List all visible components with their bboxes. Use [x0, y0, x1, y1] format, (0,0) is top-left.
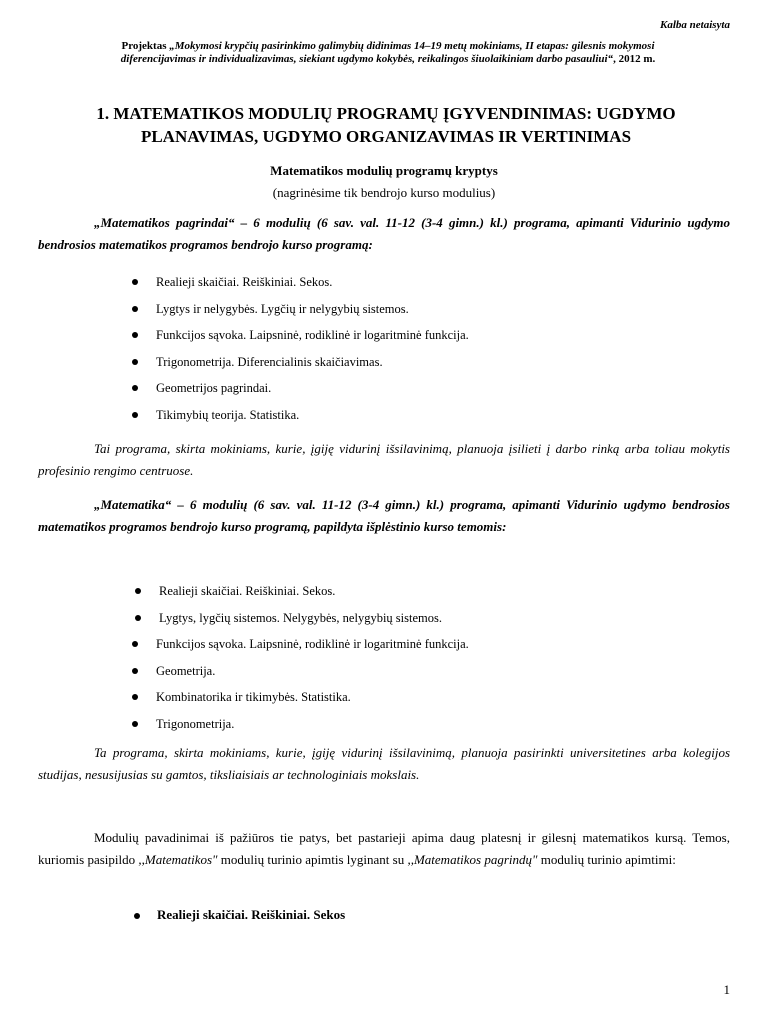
bullet-icon — [132, 694, 138, 700]
bullet-icon — [132, 332, 138, 338]
program1-note: Tai programa, skirta mokiniams, kurie, įgiję vidurinį išsilavinimą, planuoja įsilieti į darbo rinką arba toliau mokytis profesinio rengimo centruose. — [38, 441, 730, 478]
bullet-icon — [132, 306, 138, 312]
list-item: Realieji skaičiai. Reiškiniai. Sekos. — [0, 581, 469, 608]
list-item: Trigonometrija. — [0, 714, 469, 741]
bullet-icon — [132, 668, 138, 674]
bullet-icon — [132, 279, 138, 285]
bullet-icon — [132, 641, 138, 647]
subheading: Matematikos modulių programų kryptys — [270, 163, 498, 178]
project-prefix: Projektas — [121, 40, 170, 52]
list-item: Realieji skaičiai. Reiškiniai. Sekos. — [0, 272, 469, 299]
project-year: , 2012 m. — [613, 53, 656, 65]
list-item: Lygtys, lygčių sistemos. Nelygybės, nelygybių sistemos. — [0, 608, 469, 635]
list-item: Geometrija. — [0, 661, 469, 688]
project-caption — [120, 40, 656, 66]
bullet-icon — [132, 359, 138, 365]
list-item: Funkcijos sąvoka. Laipsninė, rodiklinė ir logaritminė funkcija. — [0, 325, 469, 352]
program1-intro: „Matematikos pagrindai“ – 6 modulių (6 sav. val. 11-12 (3-4 gimn.) kl.) programa, apimanti Vidurinio ugdymo bendrosios matematikos programos bendrojo kurso programą: — [38, 215, 730, 252]
bullet-icon — [135, 588, 141, 594]
page-number: 1 — [723, 982, 730, 997]
reference-matematikos-pagrindai: ,,Matematikos pagrindų" — [407, 852, 538, 867]
program2-note: Ta programa, skirta mokiniams, kurie, įgiję vidurinį išsilavinimą, planuoja pasirinkti universitetines arba kolegijos studijas, nesusijusias su gamtos, tiksliaisiais ar technologiniais mokslais. — [38, 745, 730, 782]
list-item: Kombinatorika ir tikimybės. Statistika. — [0, 687, 469, 714]
comparison-paragraph: Modulių pavadinimai iš pažiūros tie patys, bet pastarieji apima daug platesnį ir gilesnį matematikos kursą. Temos, kuriomis pasipildo ,,Matematikos" modulių turinio apimtis lyginant su ,,Matematikos pagrindų" modulių turinio apimtimi: — [38, 830, 730, 867]
list-item: Geometrijos pagrindai. — [0, 378, 469, 405]
list-item: Lygtys ir nelygybės. Lygčių ir nelygybių sistemos. — [0, 299, 469, 326]
subheading-note: (nagrinėsime tik bendrojo kurso modulius) — [272, 185, 496, 200]
program2-topic-list — [0, 581, 469, 740]
section-title: 1. MATEMATIKOS MODULIŲ PROGRAMŲ ĮGYVENDINIMAS: UGDYMO PLANAVIMAS, UGDYMO ORGANIZAVIMAS IR VERTINIMAS — [96, 104, 676, 146]
program2-intro: „Matematika“ – 6 modulių (6 sav. val. 11-12 (3-4 gimn.) kl.) programa, apimanti Vidurinio ugdymo bendrosios matematikos programos bendrojo kurso programą, papildyta išplėstinio kurso temomis: — [38, 497, 730, 534]
program1-topic-list — [0, 272, 469, 431]
bullet-icon — [135, 615, 141, 621]
list-item: Funkcijos sąvoka. Laipsninė, rodiklinė ir logaritminė funkcija. — [0, 634, 469, 661]
list-item: Trigonometrija. Diferencialinis skaičiavimas. — [0, 352, 469, 379]
document-page: Kalba netaisyta Projektas „Mokymosi krypčių pasirinkimo galimybių didinimas 14–19 metų mokiniams, II etapas: gilesnis mokymosi diferencijavimas ir individualizavimas, siekiant ugdymo kokybės, reikalingos šiuolaikiniam darbo pasauliui“, 2012 m. 1. MATEMATIKOS MODULIŲ PROGRAMŲ ĮGYVENDINIMAS: UGDYMO PLANAVIMAS, UGDYMO ORGANIZAVIMAS IR VERTINIMAS Matematikos modulių programų kryptys (nagrinėsime tik bendrojo kurso modulius) „Matematikos pagrindai“ – 6 modulių (6 sav. val. 11-12 (3-4 gimn.) kl.) programa, apimanti Vidurinio ugdymo bendrosios matematikos programos bendrojo kurso programą: Realieji skaičiai. Reiškiniai. Sekos. Lygtys ir nelygybės. Lygčių ir nelygybių sistemos. Funkcijos sąvoka. Laipsninė, rodiklinė ir logaritminė funkcija. Trigonometrija. Diferencialinis skaičiavimas. Geometrijos pagrindai. Tikimybių teorija. Statistika. Tai programa, skirta mokiniams, kurie, įgiję vidurinį išsilavinimą, planuoja įsilieti į darbo rinką arba toliau mokytis profesinio rengimo centruose. „Matematika“ – 6 modulių (6 sav. val. 11-12 (3-4 gimn.) kl.) programa, apimanti Vidurinio ugdymo bendrosios matematikos programos bendrojo kurso programą, papildyta išplėstinio kurso temomis: Realieji skaičiai. Reiškiniai. Sekos. Lygtys, lygčių sistemos. Nelygybės, nelygybių sistemos. Funkcijos sąvoka. Laipsninė, rodiklinė ir logaritminė funkcija. Geometrija. Kombinatorika ir tikimybės. Statistika. Trigonometrija. Ta programa, skirta mokiniams, kurie, įgiję vidurinį išsilavinimą, planuoja pasirinkti universitetines arba kolegijos studijas, nesusijusias su gamtos, tiksliaisiais ar technologiniais mokslais. Modulių pavadinimai iš pažiūros tie patys, bet pastarieji apima daug platesnį ir gilesnį matematikos kursą. Temos, kuriomis pasipildo ,,Matematikos" modulių turinio apimtis lyginant su ,,Matematikos pagrindų" modulių turinio apimtimi: Realieji skaičiai. Reiškiniai. Sekos 1 — [0, 0, 768, 1024]
list-item: Tikimybių teorija. Statistika. — [0, 405, 469, 432]
header-note: Kalba netaisyta — [660, 19, 730, 31]
project-title: „Mokymosi krypčių pasirinkimo galimybių didinimas 14–19 metų mokiniams, II etapas: gilesnis mokymosi diferencijavimas ir individualizavimas, siekiant ugdymo kokybės, reikalingos šiuolaikiniam darbo pasauliui“ — [120, 40, 655, 65]
bullet-icon — [134, 913, 140, 919]
reference-matematika: ,,Matematikos" — [138, 852, 218, 867]
bullet-icon — [132, 385, 138, 391]
bullet-icon — [132, 721, 138, 727]
bullet-icon — [132, 412, 138, 418]
